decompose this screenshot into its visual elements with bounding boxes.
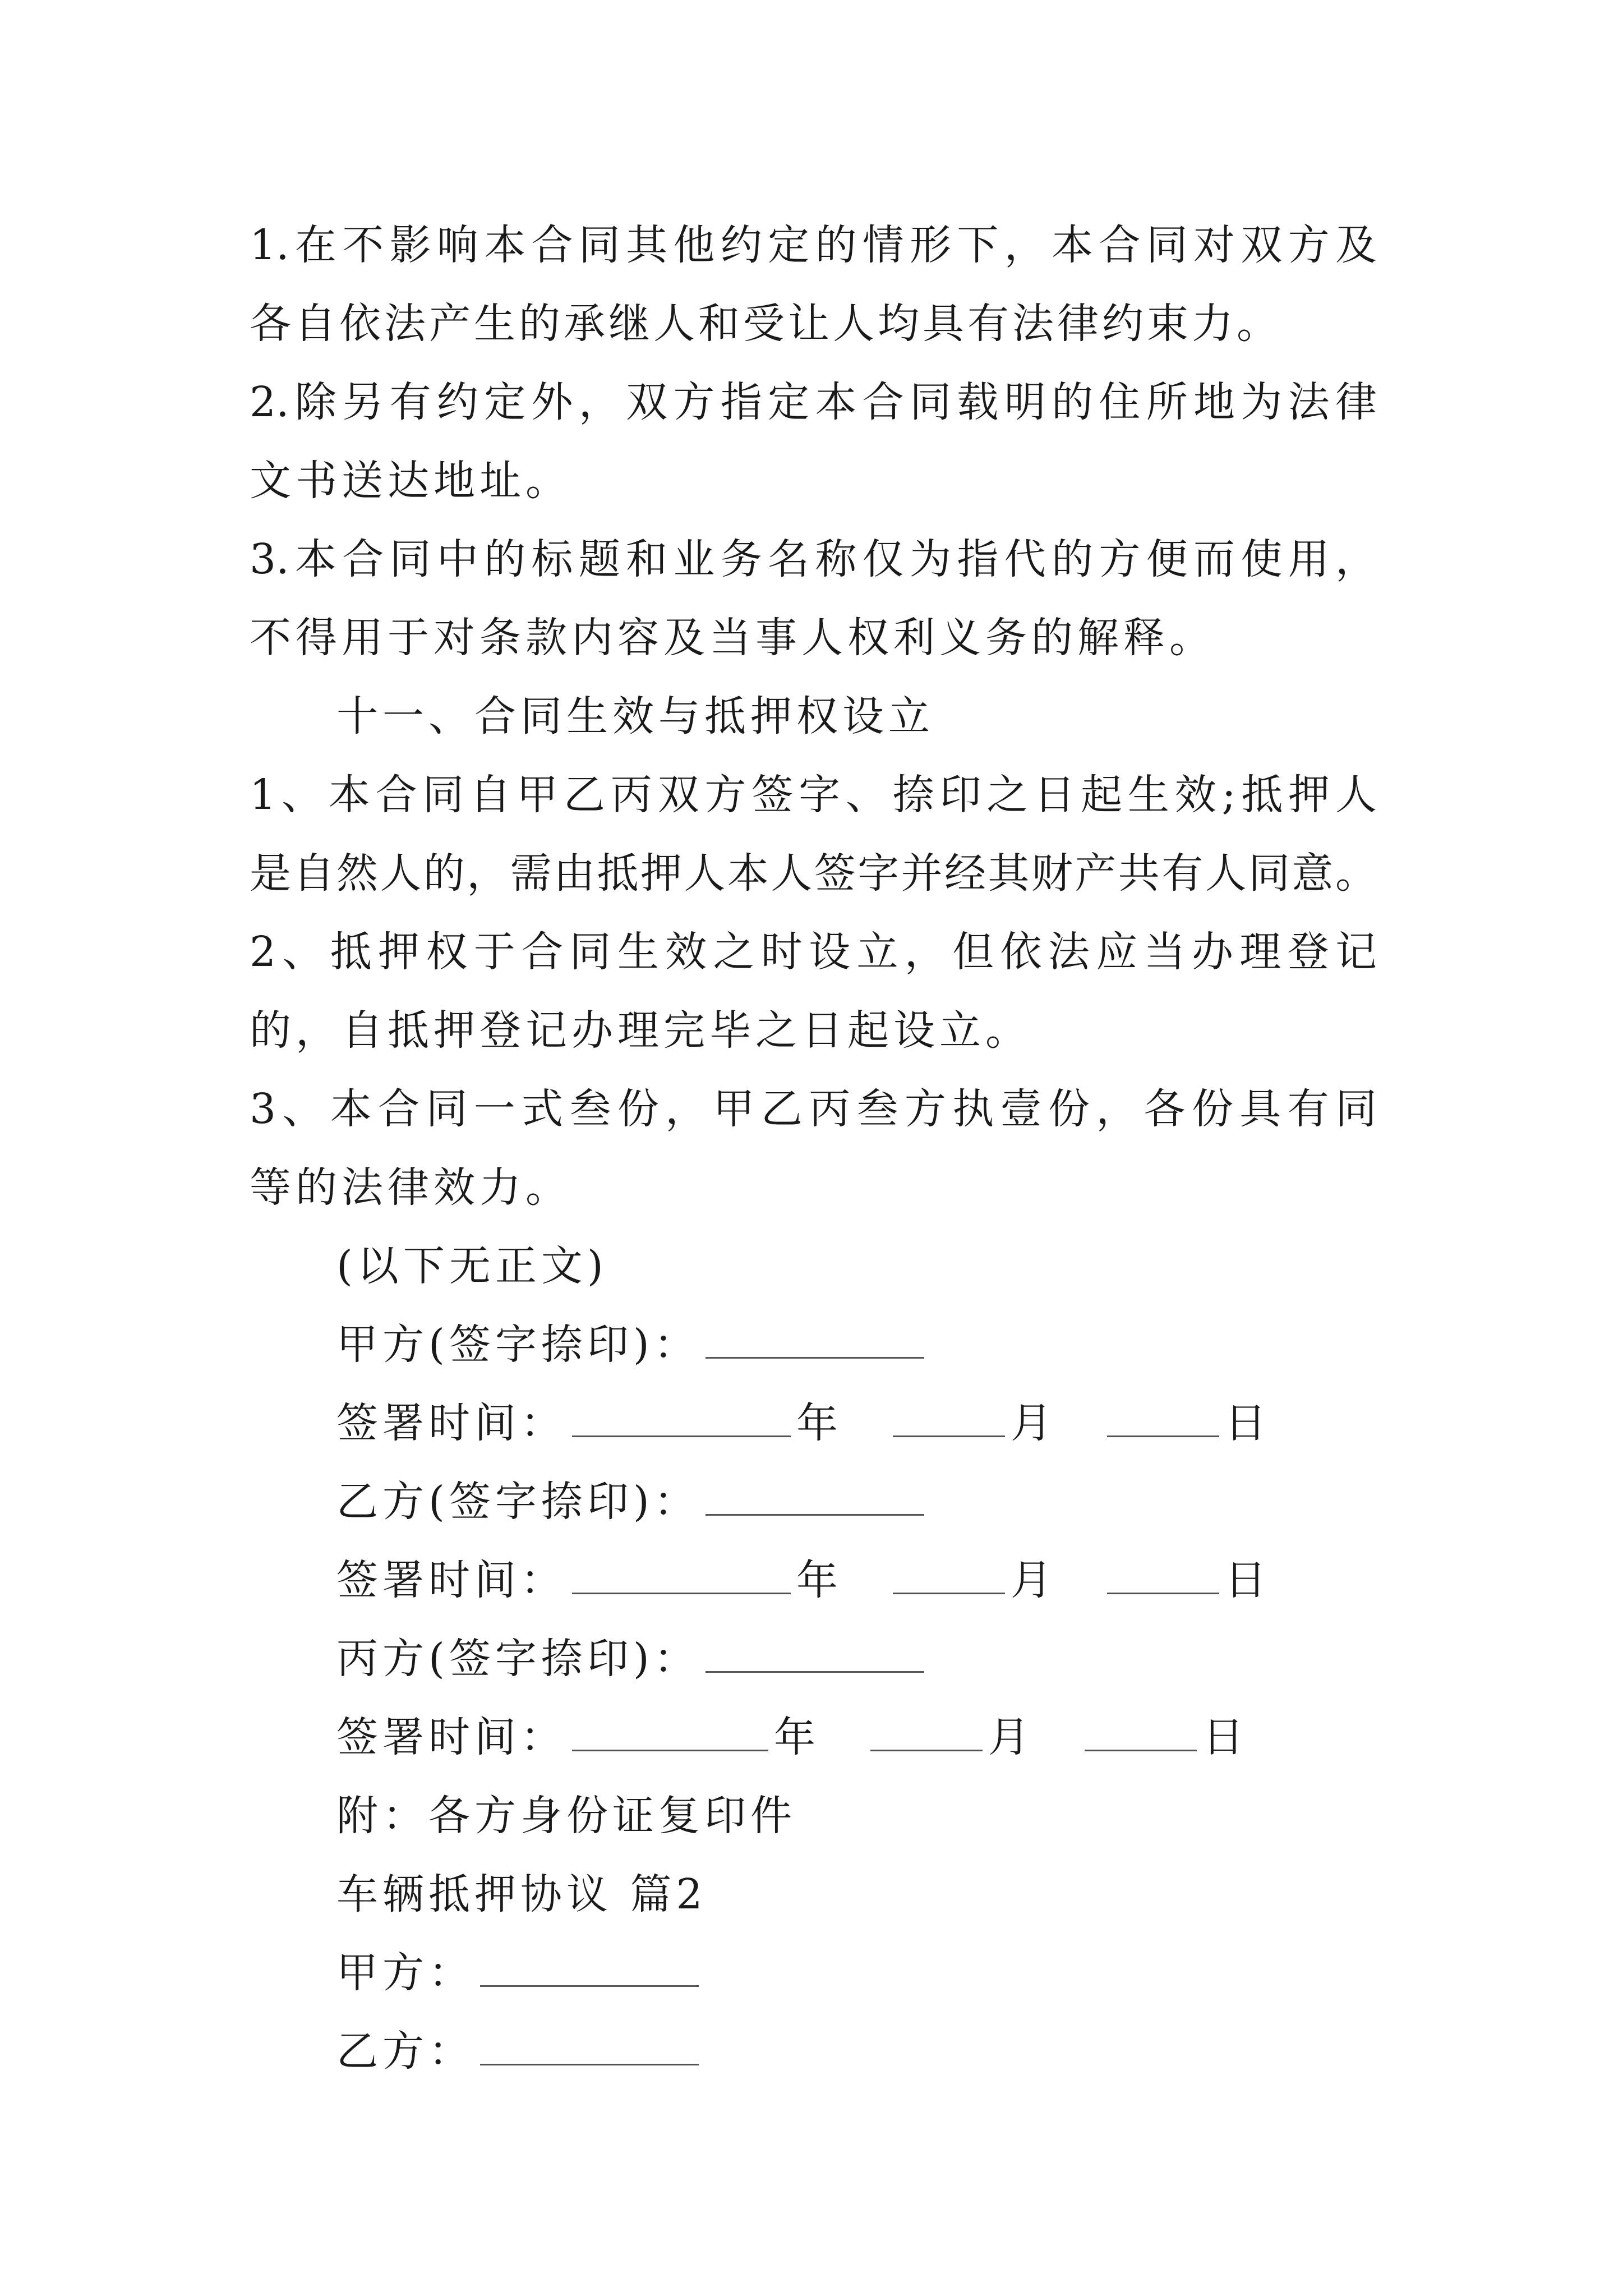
party-c-signature-label: 丙方(签字捺印)： bbox=[336, 1635, 700, 1683]
day-blank bbox=[1107, 1396, 1219, 1437]
year-blank bbox=[572, 1553, 791, 1594]
year-label: 年 bbox=[774, 1713, 820, 1761]
month-blank bbox=[870, 1710, 983, 1751]
party-a-signature-line bbox=[336, 1317, 930, 1373]
party-b-signature-line bbox=[336, 1474, 930, 1530]
month-label: 月 bbox=[988, 1713, 1034, 1761]
party-c-date-line bbox=[336, 1709, 1248, 1765]
day-label: 日 bbox=[1225, 1556, 1271, 1604]
party-a-signature-blank bbox=[706, 1318, 924, 1359]
clause-11-2-line-1: 2、抵押权于合同生效之时设立，但依法应当办理登记 bbox=[250, 928, 1377, 976]
party-a-signature-label: 甲方(签字捺印)： bbox=[336, 1320, 700, 1369]
year-blank bbox=[572, 1710, 768, 1751]
clause-10-1-line-1: 1.在不影响本合同其他约定的情形下，本合同对双方及 bbox=[250, 221, 1377, 269]
party-c-signature-blank bbox=[706, 1632, 924, 1673]
attachment-note: 附：各方身份证复印件 bbox=[336, 1792, 796, 1840]
clause-11-3-line-2: 等的法律效力。 bbox=[250, 1163, 571, 1212]
next-party-b-blank bbox=[480, 2024, 699, 2065]
day-label: 日 bbox=[1225, 1399, 1271, 1447]
clause-11-1-line-1: 1、本合同自甲乙丙双方签字、捺印之日起生效;抵押人 bbox=[250, 771, 1377, 819]
section-heading-11: 十一、合同生效与抵押权设立 bbox=[336, 692, 934, 740]
clause-10-1-line-2: 各自依法产生的承继人和受让人均具有法律约束力。 bbox=[250, 300, 1281, 348]
day-blank bbox=[1107, 1553, 1219, 1594]
date-label: 签署时间： bbox=[336, 1713, 566, 1761]
month-label: 月 bbox=[1011, 1399, 1057, 1447]
clause-10-2-line-1: 2.除另有约定外，双方指定本合同载明的住所地为法律 bbox=[250, 378, 1377, 426]
day-label: 日 bbox=[1202, 1713, 1248, 1761]
year-label: 年 bbox=[796, 1399, 842, 1447]
party-b-date-line bbox=[336, 1552, 1271, 1608]
clause-11-2-line-2: 的，自抵押登记办理完毕之日起设立。 bbox=[250, 1006, 1031, 1055]
next-party-a-blank bbox=[480, 1946, 699, 1987]
clause-11-3-line-1: 3、本合同一式叁份，甲乙丙叁方执壹份，各份具有同 bbox=[250, 1085, 1377, 1133]
next-party-b-label: 乙方： bbox=[336, 2027, 474, 2076]
month-blank bbox=[893, 1396, 1005, 1437]
day-blank bbox=[1085, 1710, 1197, 1751]
no-more-text-note: (以下无正文) bbox=[336, 1242, 608, 1290]
party-a-date-line bbox=[336, 1395, 1271, 1451]
year-blank bbox=[572, 1396, 791, 1437]
date-label: 签署时间： bbox=[336, 1556, 566, 1604]
year-label: 年 bbox=[796, 1556, 842, 1604]
next-party-a-label: 甲方： bbox=[336, 1949, 474, 1997]
month-label: 月 bbox=[1011, 1556, 1057, 1604]
next-party-b-line bbox=[336, 2023, 704, 2079]
clause-10-2-line-2: 文书送达地址。 bbox=[250, 457, 571, 505]
date-label: 签署时间： bbox=[336, 1399, 566, 1447]
party-c-signature-line bbox=[336, 1631, 930, 1687]
next-party-a-line bbox=[336, 1945, 704, 2001]
party-b-signature-label: 乙方(签字捺印)： bbox=[336, 1478, 700, 1526]
party-b-signature-blank bbox=[706, 1475, 924, 1516]
clause-10-3-line-1: 3.本合同中的标题和业务名称仅为指代的方便而使用， bbox=[250, 535, 1377, 583]
next-agreement-title: 车辆抵押协议 篇2 bbox=[336, 1870, 707, 1918]
clause-11-1-line-2: 是自然人的，需由抵押人本人签字并经其财产共有人同意。 bbox=[250, 849, 1377, 898]
month-blank bbox=[893, 1553, 1005, 1594]
clause-10-3-line-2: 不得用于对条款内容及当事人权利义务的解释。 bbox=[250, 614, 1215, 662]
